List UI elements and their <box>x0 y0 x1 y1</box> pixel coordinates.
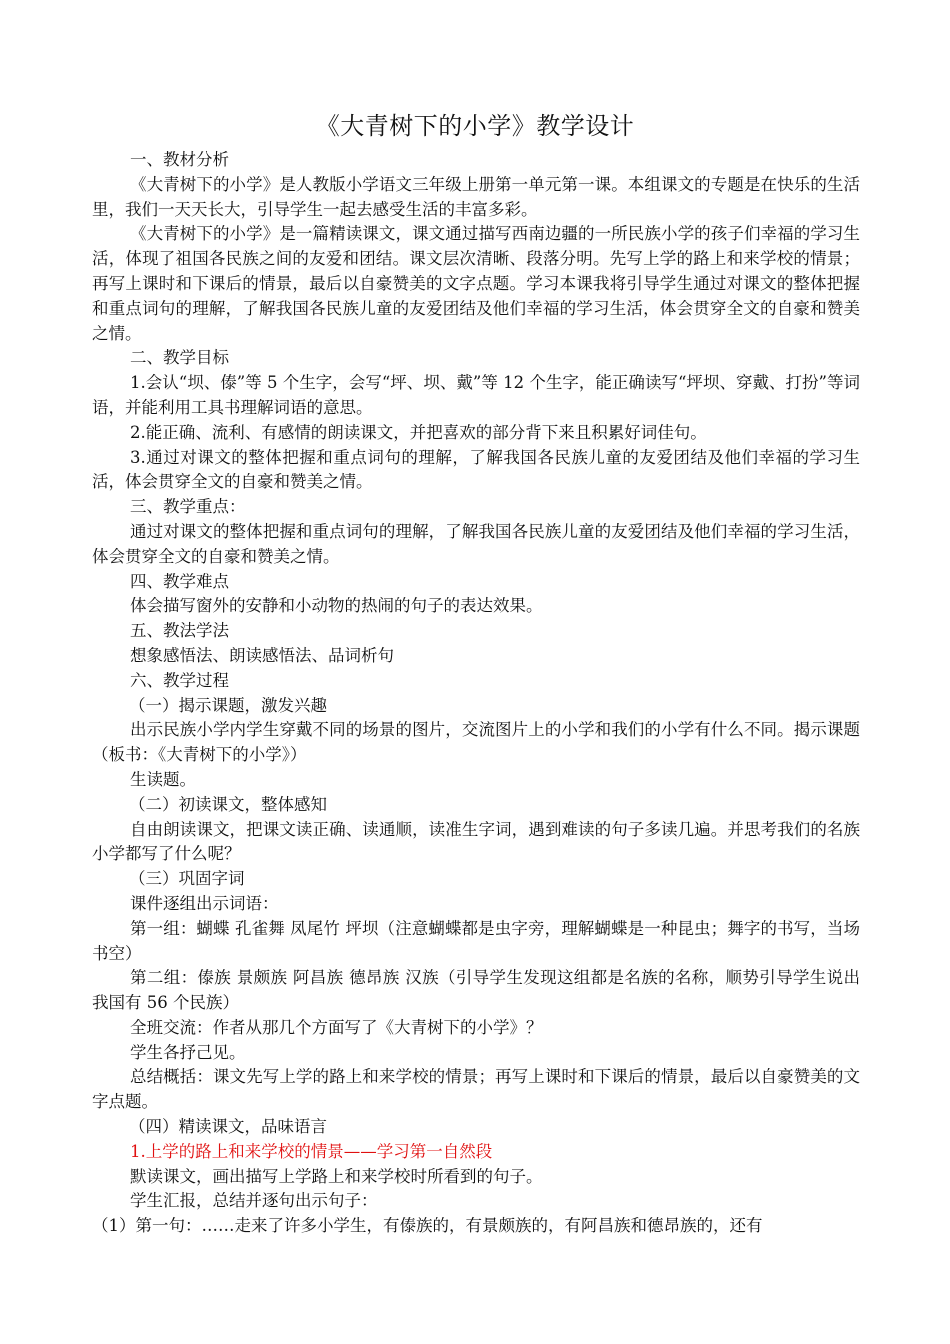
paragraph: 通过对课文的整体把握和重点词句的理解，了解我国各民族儿童的友爱团结及他们幸福的学习生活，体会贯穿全文的自豪和赞美之情。 <box>92 521 860 566</box>
goal-item: 1.会认“坝、傣”等 5 个生字，会写“坪、坝、戴”等 12 个生字，能正确读写“坪坝、穿戴、打扮”等词语，并能利用工具书理解词语的意思。 <box>92 373 860 417</box>
goal-item: 2.能正确、流利、有感情的朗读课文，并把喜欢的部分背下来且积累好词佳句。 <box>130 422 707 442</box>
paragraph: 全班交流：作者从那几个方面写了《大青树下的小学》？ <box>130 1017 543 1037</box>
section-heading-methods: 五、教法学法 <box>130 621 229 641</box>
paragraph: 总结概括：课文先写上学的路上和来学校的情景；再写上课时和下课后的情景，最后以自豪赞美的文字点题。 <box>92 1067 860 1112</box>
paragraph: 第二组：傣族 景颇族 阿昌族 德昂族 汉族（引导学生发现这组都是名族的名称，顺势引导学生说出我国有 56 个民族） <box>92 968 860 1013</box>
paragraph: 学生各抒己见。 <box>130 1042 246 1062</box>
paragraph: 《大青树下的小学》是人教版小学语文三年级上册第一单元第一课。本组课文的专题是在快乐的生活里，我们一天天长大，引导学生一起去感受生活的丰富多彩。 <box>92 174 860 219</box>
paragraph: 第一组：蝴蝶 孔雀舞 凤尾竹 坪坝（注意蝴蝶都是虫字旁，理解蝴蝶是一种昆虫；舞字的书写，当场书空） <box>92 918 860 963</box>
paragraph: 默读课文，画出描写上学路上和来学校时所看到的句子。 <box>130 1166 543 1186</box>
paragraph: 自由朗读课文，把课文读正确、读通顺，读准生字词，遇到难读的句子多读几遍。并思考我们的名族小学都写了什么呢？ <box>92 819 860 864</box>
highlighted-heading: 1.上学的路上和来学校的情景——学习第一自然段 <box>130 1141 493 1161</box>
paragraph: 出示民族小学内学生穿戴不同的场景的图片，交流图片上的小学和我们的小学有什么不同。揭示课题（板书：《大青树下的小学》） <box>92 720 860 765</box>
subsection-heading: （一）揭示课题，激发兴趣 <box>129 695 327 715</box>
section-heading-difficulties: 四、教学难点 <box>130 571 229 591</box>
section-heading-analysis: 一、教材分析 <box>130 150 229 169</box>
section-heading-goals: 二、教学目标 <box>130 348 229 368</box>
paragraph: 学生汇报，总结并逐句出示句子： <box>130 1191 378 1211</box>
document-body <box>92 148 860 1239</box>
section-heading-key-points: 三、教学重点： <box>130 497 246 517</box>
subsection-heading: （四）精读课文，品味语言 <box>129 1117 327 1137</box>
goal-item: 3.通过对课文的整体把握和重点词句的理解，了解我国各民族儿童的友爱团结及他们幸福的学习生活，体会贯穿全文的自豪和赞美之情。 <box>92 447 860 492</box>
paragraph: （1）第一句：……走来了许多小学生，有傣族的，有景颇族的，有阿昌族和德昂族的，还有 <box>92 1216 763 1236</box>
paragraph: 生读题。 <box>130 769 196 789</box>
subsection-heading: （三）巩固字词 <box>129 869 245 889</box>
paragraph: 课件逐组出示词语： <box>130 893 279 913</box>
subsection-heading: （二）初读课文，整体感知 <box>129 794 327 814</box>
paragraph: 体会描写窗外的安静和小动物的热闹的句子的表达效果。 <box>130 596 543 616</box>
document-title: 《大青树下的小学》教学设计 <box>315 112 635 140</box>
paragraph: 想象感悟法、朗读感悟法、品词析句 <box>130 645 394 665</box>
section-heading-process: 六、教学过程 <box>130 670 229 690</box>
paragraph: 《大青树下的小学》是一篇精读课文，课文通过描写西南边疆的一所民族小学的孩子们幸福的学习生活，体现了祖国各民族之间的友爱和团结。课文层次清晰、段落分明。先写上学的路上和来学校的情景；再写上课时和下课后的情景，最后以自豪赞美的文字点题。学习本课我将引导学生通过对课文的整体把握和重点词句的理解，了解我国各民族儿童的友爱团结及他们幸福的学习生活，体会贯穿全文的自豪和赞美之情。 <box>92 224 860 343</box>
